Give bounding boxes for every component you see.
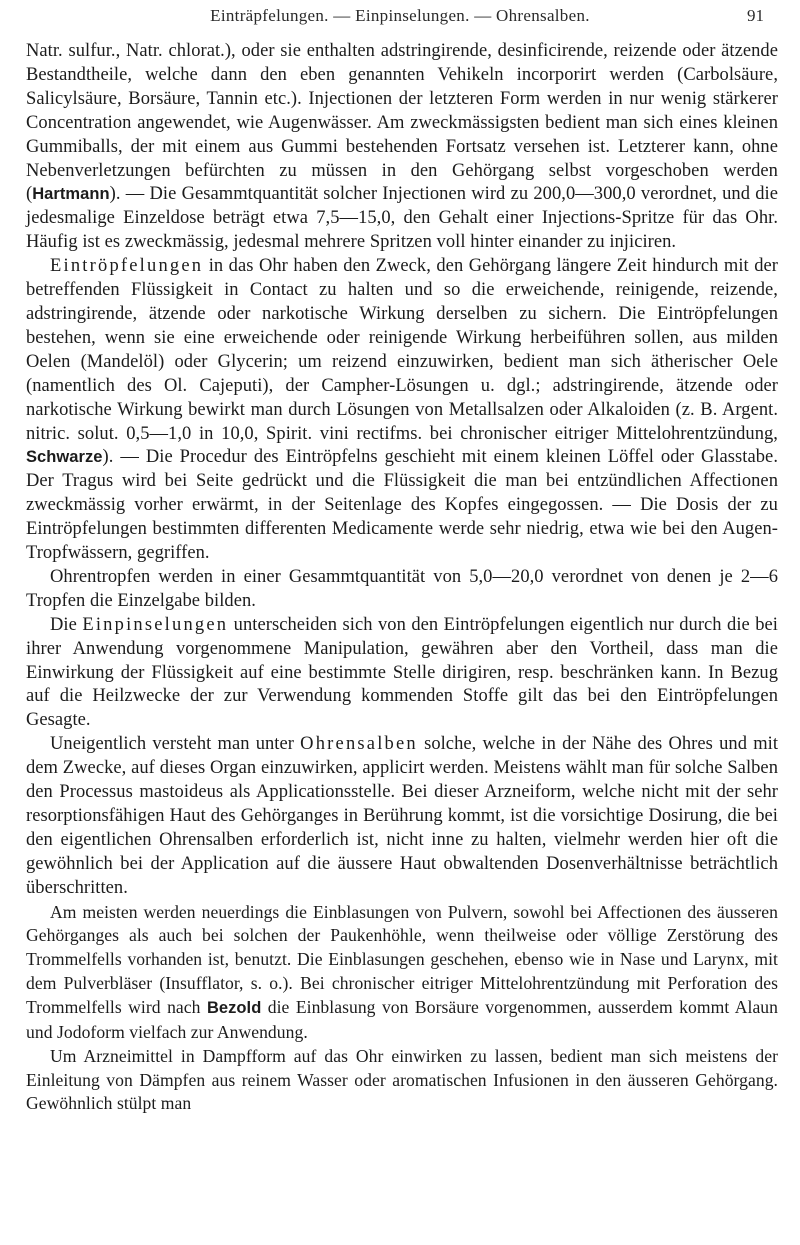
- paragraph: [26, 40, 778, 255]
- text-run: solche, welche in der Nähe des Ohres und mit dem Zwecke, auf dieses Organ einzuwirken, applicirt werden. Meistens wählt man für solche Salben den Processus mastoideus als Applicationsstelle. Bei dieser Arzneiform, welche nicht mit der sehr resorptionsfähigen Haut des Gehörganges in Berührung kommt, ist die vorsichtige Dosirung, die bei den eigentlichen Ohrensalben erforderlich ist, nicht inne zu halten, vielmehr werden hier oft die gewöhnlich bei der Application auf die äussere Haut obwaltenden Dosenverhältnisse beträchtlich überschritten.: [26, 734, 779, 898]
- text-run: unterscheiden sich von den Eintröpfelungen eigentlich nur durch die bei ihrer Anwendung vorgenommene Manipulation, gewähren aber den Vortheil, dass man die Einwirkung der Flüssigkeit auf eine bestimmte Stelle dirigiren, resp. beschränken kann. In Bezug auf die Heilzwecke der zur Verwendung kommenden Stoffe gilt das bei den Eintröpfelungen Gesagte.: [26, 614, 778, 731]
- text-run: ). — Die Gesammtquantität solcher Injectionen wird zu 200,0—300,0 verordnet, und die jedesmalige Einzeldose beträgt etwa 7,5—15,0, den Gehalt einer Injections-Spritze für das Ohr. Häufig ist es zweckmässig, jedesmal mehrere Spritzen voll hinter einander zu injiciren.: [26, 184, 778, 253]
- text-run: in das Ohr haben den Zweck, den Gehörgang längere Zeit hindurch mit der betreffenden Flüssigkeit in Contact zu halten und so die erweichende, reinigende, reizende, adstringirende, ätzende oder narkotische Wirkung derselben zu sichern. Die Eintröpfelungen bestehen, wenn sie eine erweichende oder reinigende Wirkung herbeiführen sollen, aus milden Oelen (Mandelöl) oder Glycerin; um reizend einzuwirken, bedient man sich ätherischer Oele (namentlich des Ol. Cajeputi), der Campher-Lösungen u. dgl.; adstringirende, ätzende oder narkotische Wirkung bewirkt man durch Lösungen von Metallsalzen oder Alkaloiden (z. B. Argent. nitric. solut. 0,5—1,0 in 10,0, Spirit. vini rectifms. bei chronischer eitriger Mittelohrentzündung,: [26, 256, 778, 444]
- spaced-term: Einpinselungen: [82, 614, 229, 635]
- paragraph: [26, 614, 778, 734]
- paragraph: [26, 255, 778, 566]
- text-run: Natr. sulfur., Natr. chlorat.), oder sie enthalten adstringirende, desinficirende, reizende oder ätzende Bestandtheile, welche dann den eben genannten Vehikeln incorporirt werden (Carbolsäure, Salicylsäure, Borsäure, Tannin etc.). Injectionen der letzteren Form werden in nur wenig stärkerer Concentration angewendet, wie Augenwässer. Am zweckmässigsten bedient man sich eines kleinen Gummiballs, der mit einem aus Gummi bestehenden Fortsatz versehen ist. Letzterer kann, ohne Nebenverletzungen befürchten zu müssen in den Gehörgang selbst vorgeschoben werden (: [26, 41, 778, 205]
- text-run: Um Arzneimittel in Dampfform auf das Ohr einwirken zu lassen, bedient man sich meistens der Einleitung von Dämpfen aus reinem Wasser oder aromatischen Infusionen in den äusseren Gehörgang. Gewöhnlich stülpt man: [26, 1045, 778, 1114]
- text-run: Am meisten werden neuerdings die Einblasungen von Pulvern, sowohl bei Affectionen des äusseren Gehörganges als auch bei solchen der Paukenhöhle, wenn theilweise oder völlige Zerstörung des Trommelfells vorhanden ist, benutzt. Die Einblasungen geschehen, ebenso wie in Nase und Larynx, mit dem Pulverbläser (Insufflator, s. o.). Bei chronischer eitriger Mittelohrentzündung mit Perforation des Trommelfells wird nach: [26, 901, 778, 1017]
- author-name: Schwarze: [26, 448, 103, 467]
- paragraph: [26, 733, 778, 900]
- text-run: die Einblasung von Borsäure vorgenommen, ausserdem kommt Alaun und Jodoform vielfach zur Anwendung.: [26, 997, 778, 1042]
- body-text: [26, 40, 778, 1116]
- running-title: Einträpfelungen. — Einpinselungen. — Ohrensalben.: [210, 6, 590, 25]
- page-number: 91: [747, 6, 764, 25]
- author-name: Bezold: [206, 999, 262, 1017]
- author-name: Hartmann: [32, 185, 110, 204]
- spaced-term: Eintröpfelungen: [50, 256, 204, 277]
- paragraph: [26, 566, 778, 614]
- paragraph: [26, 1045, 778, 1117]
- text-run: ). — Die Procedur des Eintröpfelns geschieht mit einem kleinen Löffel oder Glasstabe. Der Tragus wird bei Seite gedrückt und die Flüssigkeit die man bei entzündlichen Affectionen zweckmässig vorher erwärmt, in der Seitenlage des Kopfes eingegossen. — Die Dosis der zu Eintröpfelungen bestimmten differenten Medicamente werde sehr niedrig, etwa wie bei den Augen-Tropfwässern, gegriffen.: [26, 447, 778, 564]
- text-run: Die: [50, 614, 83, 635]
- text-run: Uneigentlich versteht man unter: [50, 734, 301, 755]
- running-head: [0, 6, 800, 32]
- spaced-term: Ohrensalben: [300, 734, 418, 755]
- paragraph: [26, 901, 778, 1045]
- text-run: Ohrentropfen werden in einer Gesammtquantität von 5,0—20,0 verordnet von denen je 2—6 Tropfen die Einzelgabe bilden.: [26, 566, 778, 611]
